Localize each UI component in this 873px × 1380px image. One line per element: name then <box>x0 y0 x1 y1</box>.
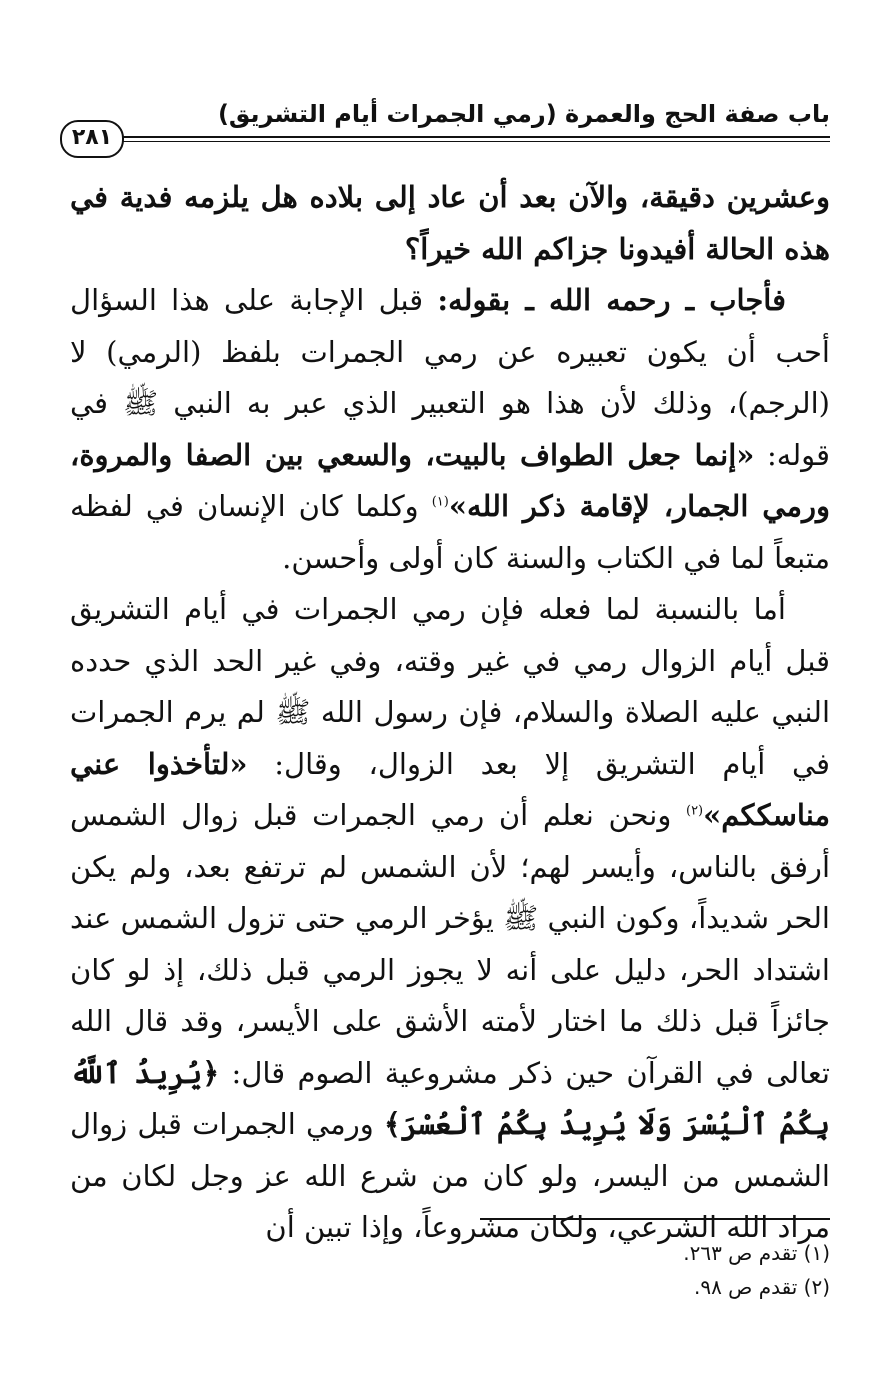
ruling-text: أما بالنسبة لما فعله فإن رمي الجمرات في أيام التشريق قبل أيام الزوال رمي في غير وقته، وفي غير الحد الذي حدده النبي عليه الصلاة والسلام، فإن رسول الله ﷺ لم يرم الجمرات في أيام التشريق إلا بعد الزوال، وقال: <box>70 592 830 781</box>
hadith-quote: «إنما جعل الطواف بالبيت، والسعي بين الصفا والمروة، ورمي الجمار، لإقامة ذكر الله» <box>70 437 831 523</box>
footnote-ref-1[interactable]: (١) <box>431 494 449 510</box>
page-number: ٢٨١ <box>60 120 124 158</box>
question-paragraph: وعشرين دقيقة، والآن بعد أن عاد إلى بلاده هل يلزمه فدية في هذه الحالة أفيدونا جزاكم الله خيراً؟ <box>70 180 830 266</box>
footnote-1: (١) تقدم ص ٢٦٣. <box>683 1241 830 1265</box>
chapter-title: باب صفة الحج والعمرة (رمي الجمرات أيام التشريق) <box>217 100 830 128</box>
quran-verse: ﴿يُرِيدُ ٱللَّهُ بِكُمُ ٱلْيُسْرَ وَلَا يُرِيدُ بِكُمُ ٱلْعُسْرَ﴾ <box>70 1055 830 1141</box>
header-rule-thin <box>118 141 830 142</box>
main-text <box>70 172 830 1254</box>
footnote-separator <box>480 1218 830 1220</box>
page-header <box>60 100 830 160</box>
ruling-text-end: ورمي الجمرات قبل زوال الشمس من اليسر، ولو كان من شرع الله عز وجل لكان من مراد الله الشرعي، ولكان مشروعاً، وإذا تبين أن <box>70 1107 830 1244</box>
ruling-paragraph <box>70 584 830 1254</box>
header-rule <box>118 136 830 138</box>
answer-paragraph <box>70 275 830 584</box>
hadith-quote-2: «لتأخذوا عني مناسككم» <box>70 746 830 832</box>
answer-lead: فأجاب ـ رحمه الله ـ بقوله: <box>437 283 786 317</box>
ruling-text-cont: ونحن نعلم أن رمي الجمرات قبل زوال الشمس أرفق بالناس، وأيسر لهم؛ لأن الشمس لم ترتفع بعد، ولم يكن الحر شديداً، وكون النبي ﷺ يؤخر الرمي حتى تزول الشمس عند اشتداد الحر، دليل على أنه لا يجوز الرمي قبل ذلك، إذ لو كان جائزاً قبل ذلك ما اختار لأمته الأشق على الأيسر، وقد قال الله تعالى في القرآن حين ذكر مشروعية الصوم قال: <box>70 798 830 1090</box>
answer-text: قبل الإجابة على هذا السؤال أحب أن يكون تعبيره عن رمي الجمرات بلفظ (الرمي) لا (الرجم)، وذلك لأن هذا هو التعبير الذي عبر به النبي ﷺ في قوله: <box>70 283 831 472</box>
footnotes <box>683 1236 830 1304</box>
footnote-ref-2[interactable]: (٢) <box>685 803 704 819</box>
footnote-2: (٢) تقدم ص ٩٨. <box>693 1275 830 1299</box>
answer-text-cont: وكلما كان الإنسان في لفظه متبعاً لما في الكتاب والسنة كان أولى وأحسن. <box>70 489 830 575</box>
